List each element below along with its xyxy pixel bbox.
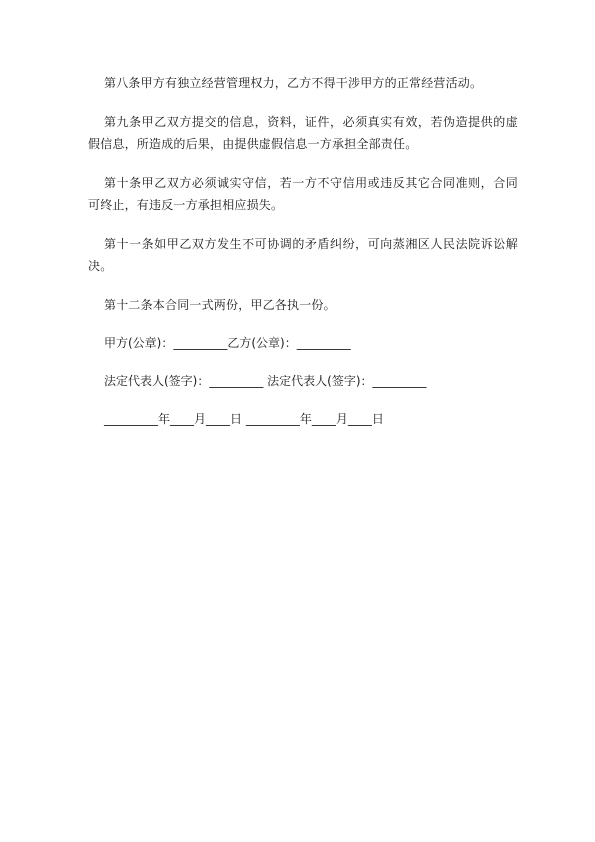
clause-11: 第十一条如甲乙双方发生不可协调的矛盾纠纷，可向蒸湘区人民法院诉讼解决。 xyxy=(88,237,518,273)
date-line: _________年____月____日 _________年____月____日 xyxy=(104,412,384,426)
contract-body xyxy=(88,72,518,430)
clause-12: 第十二条本合同一式两份，甲乙各执一份。 xyxy=(104,298,336,312)
clause-9: 第九条甲乙双方提交的信息，资料，证件，必须真实有效，若伪造提供的虚假信息，所造成的后果，由提供虚假信息一方承担全部责任。 xyxy=(88,115,518,151)
clause-10: 第十条甲乙双方必须诚实守信，若一方不守信用或违反其它合同准则，合同可终止，有违反一方承担相应损失。 xyxy=(88,176,518,212)
clause-8: 第八条甲方有独立经营管理权力，乙方不得干涉甲方的正常经营活动。 xyxy=(104,76,483,90)
seal-line: 甲方(公章)：_________乙方(公章)：_________ xyxy=(104,336,351,350)
representative-signature-line: 法定代表人(签字)：_________ 法定代表人(签字)：_________ xyxy=(104,374,427,388)
